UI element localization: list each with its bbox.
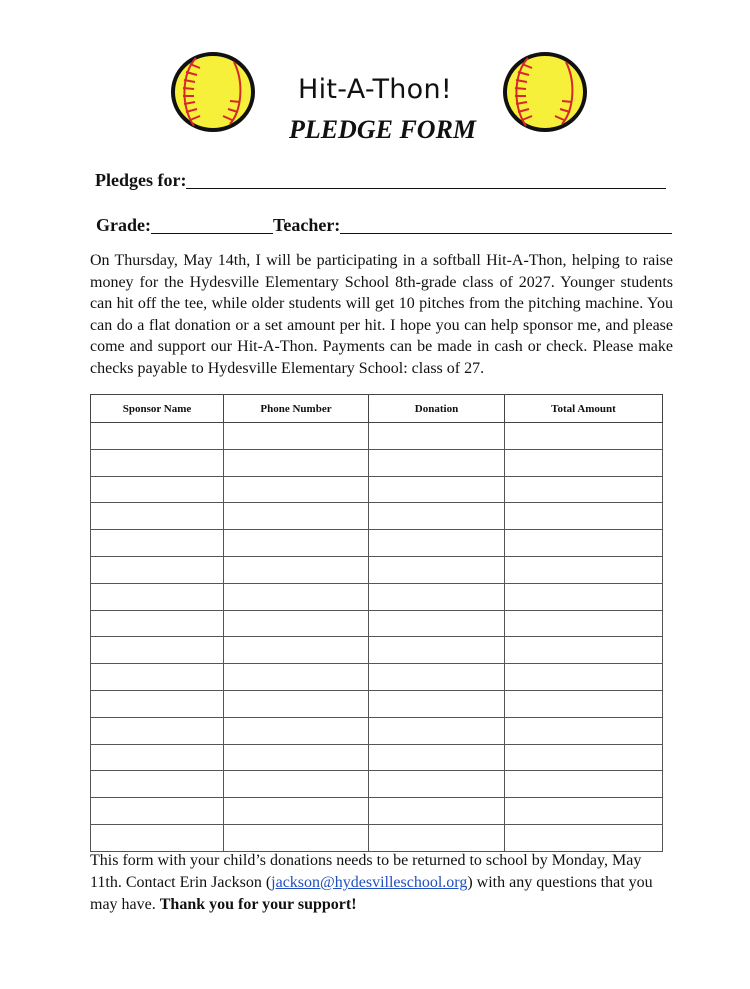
table-cell[interactable] <box>91 423 224 450</box>
teacher-blank[interactable] <box>340 213 672 234</box>
table-row <box>91 610 663 637</box>
grade-blank[interactable] <box>151 213 273 234</box>
table-cell[interactable] <box>505 771 663 798</box>
table-cell[interactable] <box>505 637 663 664</box>
table-cell[interactable] <box>505 717 663 744</box>
table-cell[interactable] <box>224 744 369 771</box>
thank-you-text: Thank you for your support! <box>159 896 357 913</box>
column-header-donation: Donation <box>369 395 505 423</box>
table-cell[interactable] <box>369 717 505 744</box>
table-cell[interactable] <box>91 637 224 664</box>
table-cell[interactable] <box>369 476 505 503</box>
table-cell[interactable] <box>369 449 505 476</box>
column-header-sponsor-name: Sponsor Name <box>91 395 224 423</box>
table-cell[interactable] <box>91 476 224 503</box>
table-row <box>91 503 663 530</box>
footer-note <box>90 850 670 916</box>
table-cell[interactable] <box>91 610 224 637</box>
table-cell[interactable] <box>369 664 505 691</box>
pledges-for-blank[interactable] <box>186 168 666 189</box>
table-cell[interactable] <box>505 423 663 450</box>
table-cell[interactable] <box>505 476 663 503</box>
teacher-label: Teacher: <box>272 215 341 235</box>
table-cell[interactable] <box>91 449 224 476</box>
table-cell[interactable] <box>369 583 505 610</box>
table-cell[interactable] <box>369 610 505 637</box>
table-cell[interactable] <box>505 610 663 637</box>
table-cell[interactable] <box>505 503 663 530</box>
table-cell[interactable] <box>224 503 369 530</box>
table-row <box>91 664 663 691</box>
table-cell[interactable] <box>505 664 663 691</box>
table-row <box>91 717 663 744</box>
table-cell[interactable] <box>369 824 505 851</box>
table-row <box>91 423 663 450</box>
table-cell[interactable] <box>369 503 505 530</box>
table-cell[interactable] <box>224 664 369 691</box>
table-cell[interactable] <box>224 583 369 610</box>
table-row <box>91 744 663 771</box>
table-cell[interactable] <box>91 798 224 825</box>
table-cell[interactable] <box>224 637 369 664</box>
page-title: Hit-A-Thon! <box>297 74 453 105</box>
table-cell[interactable] <box>224 610 369 637</box>
table-cell[interactable] <box>224 690 369 717</box>
table-row <box>91 690 663 717</box>
table-cell[interactable] <box>505 449 663 476</box>
table-cell[interactable] <box>91 664 224 691</box>
table-cell[interactable] <box>505 556 663 583</box>
pledges-for-field <box>95 168 666 191</box>
table-cell[interactable] <box>91 530 224 557</box>
table-cell[interactable] <box>224 771 369 798</box>
grade-teacher-field <box>96 213 672 236</box>
table-cell[interactable] <box>369 798 505 825</box>
table-row <box>91 824 663 851</box>
page-subtitle: PLEDGE FORM <box>288 115 477 144</box>
table-cell[interactable] <box>369 690 505 717</box>
sponsor-table <box>90 394 663 852</box>
table-row <box>91 476 663 503</box>
table-row <box>91 556 663 583</box>
table-cell[interactable] <box>369 423 505 450</box>
pledges-for-label: Pledges for: <box>95 170 187 190</box>
table-cell[interactable] <box>224 824 369 851</box>
table-row <box>91 449 663 476</box>
table-cell[interactable] <box>505 690 663 717</box>
table-cell[interactable] <box>224 556 369 583</box>
grade-label: Grade: <box>96 215 151 235</box>
footer-text: This form with your child’s donations needs to be returned to school by Monday, May 11th. Contact Erin Jackson ( <box>90 852 642 891</box>
table-header-row <box>91 395 663 423</box>
table-cell[interactable] <box>224 423 369 450</box>
table-row <box>91 583 663 610</box>
table-cell[interactable] <box>369 556 505 583</box>
table-cell[interactable] <box>91 771 224 798</box>
table-row <box>91 530 663 557</box>
table-row <box>91 798 663 825</box>
table-cell[interactable] <box>224 476 369 503</box>
table-cell[interactable] <box>505 583 663 610</box>
table-cell[interactable] <box>224 530 369 557</box>
table-row <box>91 637 663 664</box>
table-cell[interactable] <box>91 583 224 610</box>
table-cell[interactable] <box>91 690 224 717</box>
table-cell[interactable] <box>369 637 505 664</box>
table-cell[interactable] <box>224 449 369 476</box>
table-cell[interactable] <box>91 744 224 771</box>
table-row <box>91 771 663 798</box>
table-cell[interactable] <box>91 503 224 530</box>
table-cell[interactable] <box>505 798 663 825</box>
table-cell[interactable] <box>505 824 663 851</box>
table-cell[interactable] <box>369 771 505 798</box>
table-cell[interactable] <box>505 530 663 557</box>
table-cell[interactable] <box>91 717 224 744</box>
column-header-phone-number: Phone Number <box>224 395 369 423</box>
table-cell[interactable] <box>91 824 224 851</box>
column-header-total-amount: Total Amount <box>505 395 663 423</box>
intro-paragraph: On Thursday, May 14th, I will be participating in a softball Hit-A-Thon, helping to raise money for the Hydesville Elementary School 8th-grade class of 2027. Younger students can hit off the tee, while older students will get 10 pitches from the pitching machine. You can do a flat donation or a set amount per hit. I hope you can help sponsor me, and please come and support our Hit-A-Thon. Payments can be made in cash or check. Please make checks payable to Hydesville Elementary School: class of 27. <box>90 252 673 377</box>
table-cell[interactable] <box>224 798 369 825</box>
contact-email-link[interactable]: jackson@hydesvilleschool.org <box>271 874 468 891</box>
table-cell[interactable] <box>505 744 663 771</box>
table-cell[interactable] <box>369 744 505 771</box>
footer-text-after: ) with any questions that you may have. <box>90 874 653 913</box>
table-cell[interactable] <box>369 530 505 557</box>
table-cell[interactable] <box>91 556 224 583</box>
table-cell[interactable] <box>224 717 369 744</box>
